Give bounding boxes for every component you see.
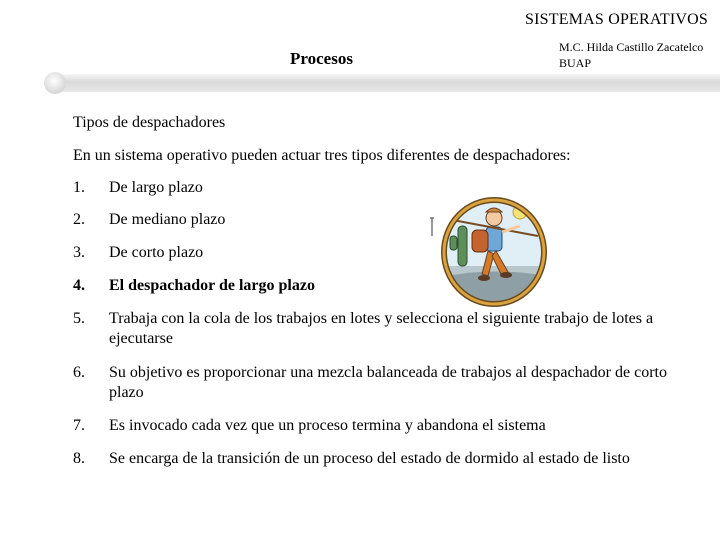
list-item-number: 6. [73,364,85,381]
hiker-clipart-icon [428,196,548,308]
header-title: SISTEMAS OPERATIVOS [525,11,708,28]
list-item-text: El despachador de largo plazo [109,277,315,294]
list-item-text: De largo plazo [109,179,203,196]
list-item-number: 1. [73,179,85,196]
list-item [73,210,673,230]
list-item-text: Se encarga de la transición de un proceso del estado de dormido al estado de listo [109,450,630,467]
author-institution: BUAP [559,56,592,70]
list-item-text: De mediano plazo [109,211,226,228]
list-item-number: 7. [73,417,85,434]
list-item-text: De corto plazo [109,244,204,261]
section-title: Tipos de despachadores [73,114,226,131]
author-name: M.C. Hilda Castillo Zacatelco [559,40,704,54]
divider-bullet [44,72,66,94]
slide-subtitle: Procesos [290,49,353,68]
author-info [559,39,703,71]
list-item-number: 2. [73,211,85,228]
list-item-number: 3. [73,244,85,261]
list-item-number: 4. [73,277,85,294]
list-item-text: Trabaja con la cola de los trabajos en lotes y selecciona el siguiente trabajo de lotes a ejecutarse [109,310,654,347]
list-item [73,178,673,198]
intro-text: En un sistema operativo pueden actuar tres tipos diferentes de despachadores: [73,147,571,164]
list-item-text: Es invocado cada vez que un proceso termina y abandona el sistema [109,417,546,434]
list-item-number: 8. [73,450,85,467]
list-item [73,309,673,349]
list-item-number: 5. [73,310,85,327]
list-item [73,276,673,296]
header-divider-bar [48,74,720,92]
list-item [73,449,673,469]
list-item [73,243,673,263]
list-item [73,363,673,403]
list-item-text: Su objetivo es proporcionar una mezcla balanceada de trabajos al despachador de corto plazo [109,364,667,401]
list-item [73,416,673,436]
